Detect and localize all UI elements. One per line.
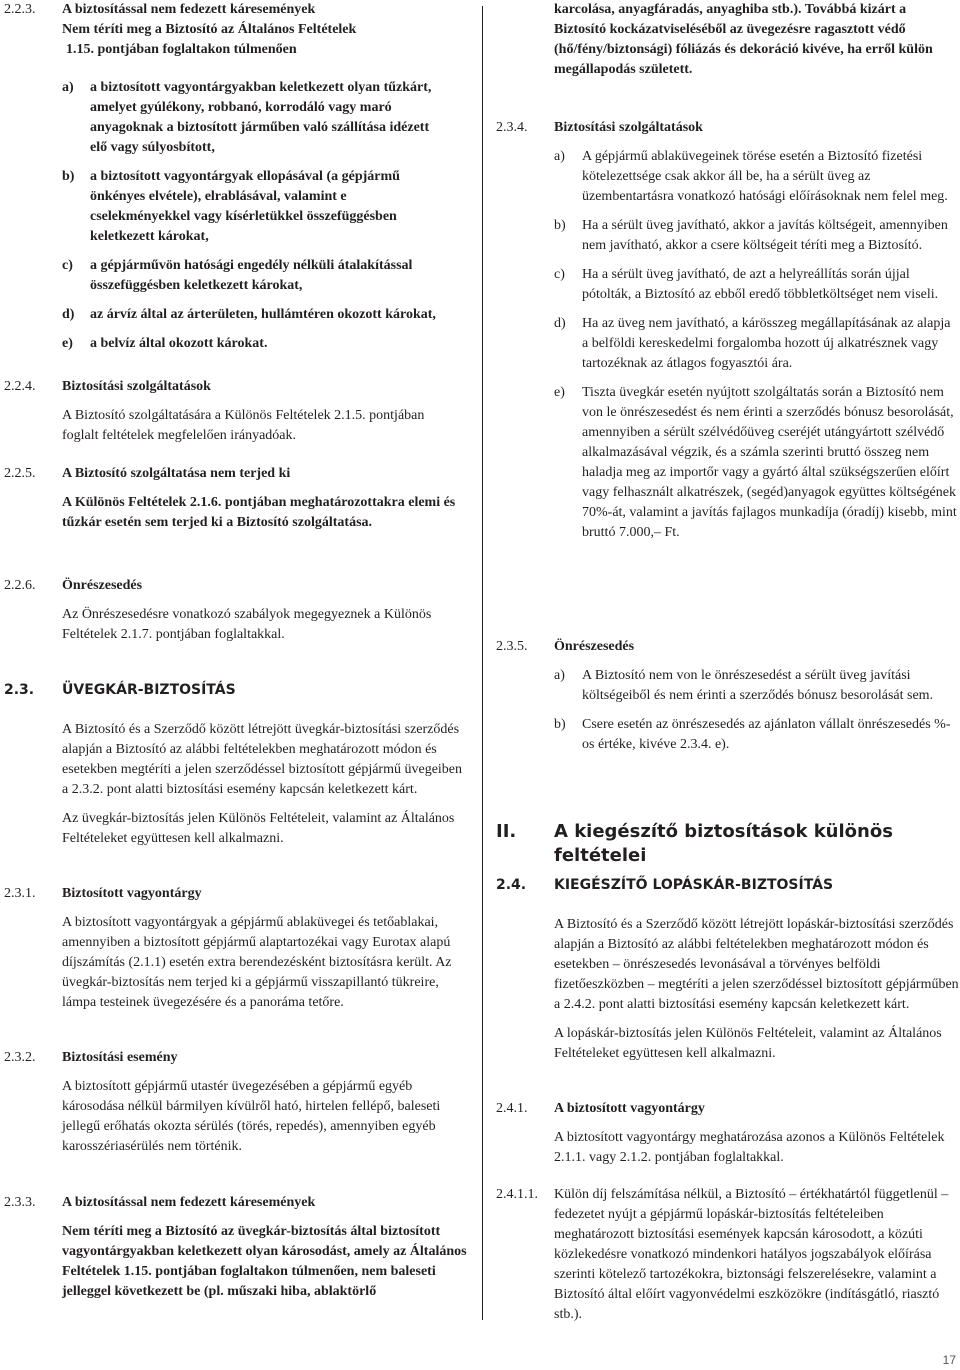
- item-label: c): [62, 258, 73, 273]
- item-label: e): [554, 385, 565, 400]
- part-II-heading: [492, 820, 960, 868]
- exclusion-list: [0, 78, 478, 354]
- item-label: e): [62, 336, 73, 351]
- intro-line: Nem téríti meg a Biztosító az Általános Feltételek: [62, 22, 357, 37]
- item-label: b): [554, 218, 566, 233]
- item-text: Ha a sérült üveg javítható, akkor a javítás költségeit, amennyiben nem javítható, akkor a csere költségeit téríti meg a Biztosító.: [582, 218, 948, 253]
- section-2-2-6: [0, 576, 478, 645]
- section-title: Önrészesedés: [554, 639, 635, 654]
- section-title: A biztosított vagyontárgy: [554, 1101, 705, 1116]
- item-text: a biztosított vagyontárgyakban keletkezett olyan tűzkárt, amelyet gyúlékony, robbanó, korrodáló vagy maró anyagoknak a biztosított járműben való szállítása idézett elő vagy súlyosbított,: [90, 80, 432, 155]
- section-2-4-1: [492, 1099, 960, 1168]
- section-2-3-3: [0, 1193, 478, 1302]
- item-label: a): [554, 668, 565, 683]
- item-text: Tiszta üvegkár esetén nyújtott szolgáltatás során a Biztosító nem von le önrészesedést és nem érinti a szerződés bónusz besorolását, amennyiben a sérült szélvédőüveg cseréjét utángyártott szélvédő alkalmazásával végzik, és a számla szerinti bruttó összeg nem haladja meg az importőr vagy a gyártó által szükségszerűen előírt vagy felhasznált alkatrészek, (segéd)anyagok együttes költségének 70%-át, valamint a javítás fajlagos munkadíja (óradíj) kisebb, mint bruttó 7.000,– Ft.: [582, 385, 957, 540]
- section-heading: ÜVEGKÁR-BIZTOSÍTÁS: [62, 682, 236, 698]
- section-number: 2.3.1.: [4, 886, 36, 901]
- item-text: Csere esetén az önrészesedés az ajánlaton vállalt önrészesedés %-os értéke, kivéve 2.3.4. e).: [582, 717, 951, 752]
- section-2-4-1-1: [492, 1185, 960, 1325]
- section-paragraph: Az üvegkár-biztosítás jelen Különös Feltételeit, valamint az Általános Feltételeket együttesen kell alkalmazni.: [62, 811, 455, 846]
- item-label: b): [554, 717, 566, 732]
- section-text: A biztosított vagyontárgyak a gépjármű ablaküvegei és tetőablakai, amennyiben a biztosított gépjármű alaptartozékai vagy Eurotax alapú díjszámítás (2.1.1) esetén extra berendezésként biztosításra került. Az üvegkár-biztosítás nem terjed ki a gépjármű visszapillantó tükreire, lámpa testeinek üvegezésére és a panoráma tetőre.: [62, 915, 452, 1010]
- section-text: Az Önrészesedésre vonatkozó szabályok megegyeznek a Különös Feltételek 2.1.7. pontjában foglaltakkal.: [62, 607, 432, 642]
- section-number: 2.3.: [4, 682, 35, 698]
- item-label: b): [62, 169, 75, 184]
- section-number: 2.3.5.: [496, 639, 528, 654]
- item-text: a gépjárművön hatósági engedély nélküli átalakítással összefüggésben keletkezett károkat,: [90, 258, 413, 293]
- section-number: 2.2.5.: [4, 466, 36, 481]
- part-title: A kiegészítő biztosítások különös feltételei: [554, 821, 893, 866]
- item-text: a biztosított vagyontárgyak ellopásával (a gépjármű önkényes elvétele), elrablásával, valamint e cselekményekkel vagy kísérletükkel összefüggésben keletkezett károkat,: [90, 169, 400, 244]
- section-title: Biztosítási szolgáltatások: [554, 120, 703, 135]
- section-text: Külön díj felszámítása nélkül, a Biztosító – értékhatártól függetlenül – fedezetet nyújt a gépjármű lopáskár-biztosítás feltételeiben meghatározott biztosítási események kapcsán károsodott, a közúti közlekedésre vonatkozó mindenkori hatályos jogszabályok előírása szerinti kötelező tartozékokra, biztonsági felszerelésekre, valamint a Biztosító által előírt vagyonvédelmi eszközökre (indításgátló, riasztó stb.).: [554, 1187, 949, 1322]
- section-2-3: [0, 680, 478, 849]
- section-number: 2.4.1.: [496, 1101, 528, 1116]
- item-text: A gépjármű ablaküvegeinek törése esetén a Biztosító fizetési kötelezettsége csak akkor áll be, ha a sérült üveg az üzembentartásra vonatkozó hatósági előírásoknak nem felel meg.: [582, 149, 948, 204]
- list-item: [62, 78, 448, 158]
- list-item: [62, 167, 448, 247]
- list-item: [554, 383, 960, 543]
- item-text: a belvíz által okozott károkat.: [90, 336, 268, 351]
- section-title: Önrészesedés: [62, 578, 143, 593]
- item-text: Ha az üveg nem javítható, a kárösszeg megállapításának az alapja a belföldi kereskedelmi forgalomba hozott új alkatrésznek vagy tartozéknak az átlagos fogyasztói ára.: [582, 316, 951, 371]
- item-text: Ha a sérült üveg javítható, de azt a helyreállítás során újjal pótolták, a Biztosító az ebből eredő többletköltséget nem viseli.: [582, 267, 939, 302]
- section-title: A biztosítással nem fedezett káresemények: [62, 1195, 316, 1210]
- section-2-3-1: [0, 884, 478, 1013]
- section-paragraph: A Biztosító és a Szerződő között létrejött üvegkár-biztosítási szerződés alapján a Biztosító az alábbi feltételekben meghatározott módon és esetekben megtéríti a jelen szerződéssel biztosított gépjármű üvegeiben a 2.3.2. pont alatti biztosítási esemény kapcsán keletkezett kárt.: [62, 722, 463, 797]
- section-2-3-4: [492, 118, 960, 543]
- section-text: A biztosított gépjármű utastér üvegezésében a gépjármű egyéb károsodása nélkül bármilyen kívülről ható, hirtelen fellépő, baleseti jellegű erőhatás okozta sérülés (törés, repedés), amennyiben egyéb karosszériasérülés nem történik.: [62, 1079, 441, 1154]
- section-number: 2.2.6.: [4, 578, 36, 593]
- column-divider: [482, 6, 483, 1320]
- part-number: II.: [496, 821, 517, 842]
- section-text: Nem téríti meg a Biztosító az üvegkár-biztosítás által biztosított vagyontárgyakban keletkezett olyan károsodást, amely az Általános Feltételek 1.15. pontjában foglaltakon túlmenően, nem baleseti jelleggel következett be (pl. műszaki hiba, ablaktörlő: [62, 1224, 467, 1299]
- section-2-3-5: [492, 637, 960, 755]
- continued-text: [492, 0, 960, 80]
- section-title: Biztosított vagyontárgy: [62, 886, 202, 901]
- section-paragraph: A Biztosító és a Szerződő között létrejött lopáskár-biztosítási szerződés alapján a Biztosító az alábbi feltételekben meghatározott módon és esetekben – önrészesedés levonásával a törvényes belföldi fizetőeszközben – megtéríti a jelen szerződéssel biztosított gépjárműben a 2.4.2. pont alatti biztosítási esemény kapcsán keletkezett kárt.: [554, 917, 959, 1012]
- section-number: 2.2.3.: [4, 2, 36, 17]
- list-item: [554, 216, 960, 256]
- section-title: A Biztosító szolgáltatása nem terjed ki: [62, 466, 291, 481]
- item-text: A Biztosító nem von le önrészesedést a sérült üveg javítási költségeiből és nem érinti a szerződés bónusz besorolását sem.: [582, 668, 934, 703]
- section-heading: KIEGÉSZÍTŐ LOPÁSKÁR-BIZTOSÍTÁS: [554, 877, 834, 893]
- item-label: d): [62, 307, 75, 322]
- section-number: 2.3.3.: [4, 1195, 36, 1210]
- section-number: 2.4.: [496, 877, 527, 893]
- list-item: [554, 314, 960, 374]
- list-item: [554, 715, 960, 755]
- list-item: [554, 666, 960, 706]
- section-text: A biztosított vagyontárgy meghatározása azonos a Különös Feltételek 2.1.1. vagy 2.1.2. pontjában foglaltakkal.: [554, 1130, 945, 1165]
- section-title: Biztosítási szolgáltatások: [62, 379, 211, 394]
- list-item: [554, 265, 960, 305]
- list-item: [554, 147, 960, 207]
- item-label: d): [554, 316, 566, 331]
- item-label: a): [62, 80, 74, 95]
- list-item: [62, 256, 448, 296]
- section-text: A Biztosító szolgáltatására a Különös Feltételek 2.1.5. pontjában foglalt feltételek megfelelően irányadóak.: [62, 408, 425, 443]
- section-2-4: [492, 875, 960, 1064]
- section-2-2-3: [0, 0, 478, 60]
- list-item: [62, 334, 448, 354]
- section-2-2-4: [0, 377, 478, 446]
- section-number: 2.3.4.: [496, 120, 528, 135]
- intro-line: 1.15. pontjában foglaltakon túlmenően: [66, 42, 297, 57]
- section-number: 2.3.2.: [4, 1050, 36, 1065]
- section-number: 2.4.1.1.: [496, 1187, 538, 1202]
- item-label: c): [554, 267, 565, 282]
- section-title: A biztosítással nem fedezett káresemények: [62, 2, 316, 17]
- section-number: 2.2.4.: [4, 379, 36, 394]
- section-2-2-5: [0, 464, 478, 533]
- list-item: [62, 305, 448, 325]
- continued-paragraph: karcolása, anyagfáradás, anyaghiba stb.). Továbbá kizárt a Biztosító kockázatviseléséből az üvegezésre ragasztott védő (hő/fény/biztonsági) fóliázás és dekoráció kivéve, ha erről külön megállapodás született.: [554, 2, 933, 77]
- item-text: az árvíz által az árterületen, hullámtéren okozott károkat,: [90, 307, 436, 322]
- item-label: a): [554, 149, 565, 164]
- section-paragraph: A lopáskár-biztosítás jelen Különös Feltételeit, valamint az Általános Feltételeket együttesen kell alkalmazni.: [554, 1026, 942, 1061]
- section-2-3-2: [0, 1048, 478, 1157]
- section-title: Biztosítási esemény: [62, 1050, 178, 1065]
- page-number: 17: [942, 1353, 956, 1367]
- section-text: A Különös Feltételek 2.1.6. pontjában meghatározottakra elemi és tűzkár esetén sem terjed ki a Biztosító szolgáltatása.: [62, 495, 456, 530]
